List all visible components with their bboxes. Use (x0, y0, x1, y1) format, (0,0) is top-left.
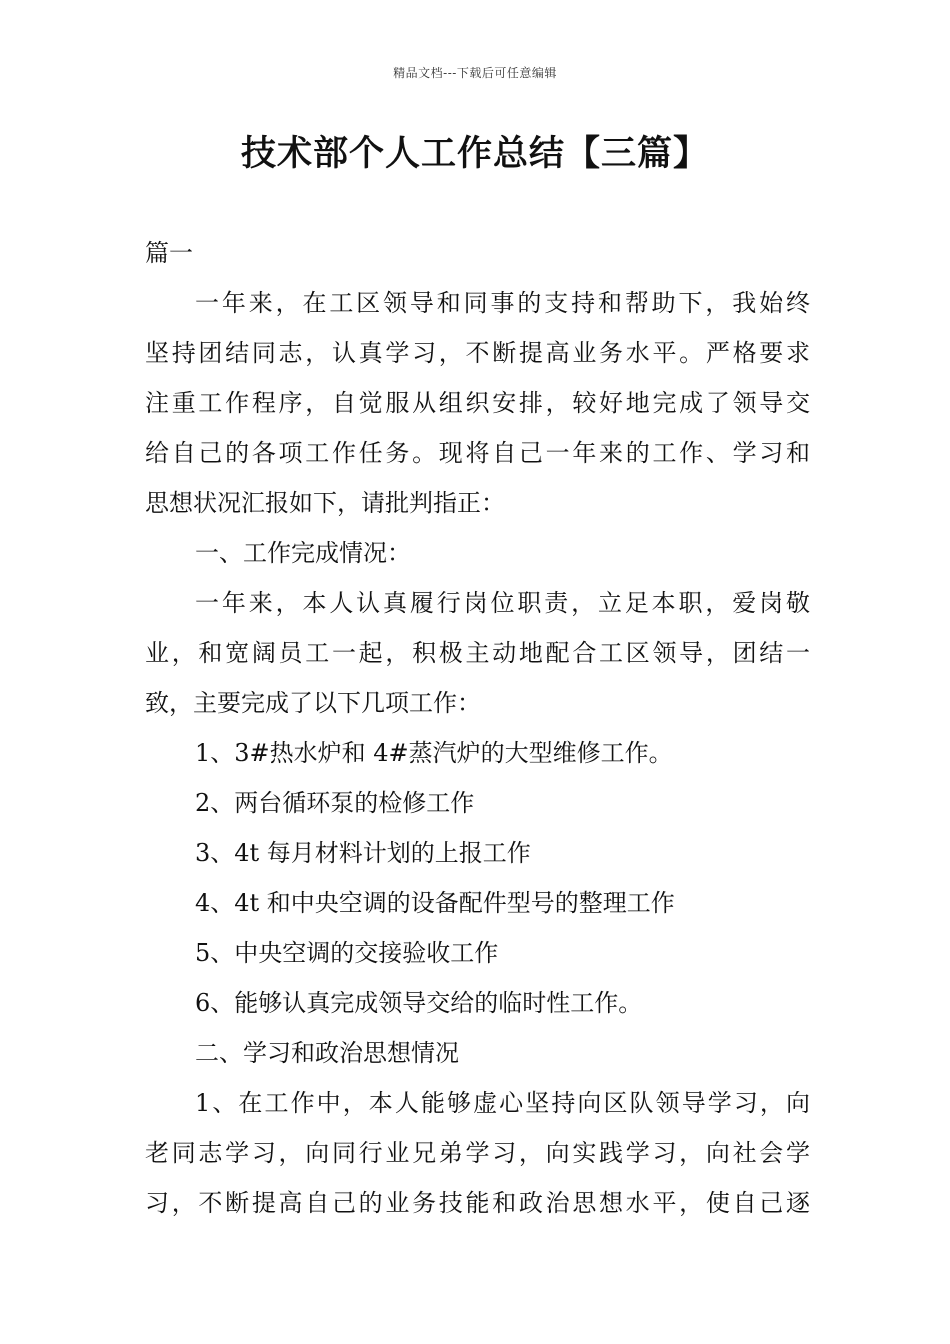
text-line: 1、在工作中，本人能够虚心坚持向区队领导学习，向 (195, 1089, 810, 1117)
document-body (145, 228, 810, 1228)
text-line: 老同志学习，向同行业兄弟学习，向实践学习，向社会学 (145, 1139, 810, 1167)
text-line: 一年来，在工区领导和同事的支持和帮助下，我始终 (195, 289, 810, 317)
text-line: 4、4t 和中央空调的设备配件型号的整理工作 (195, 889, 675, 917)
text-line: 一、工作完成情况： (195, 539, 411, 567)
text-line: 6、能够认真完成领导交给的临时性工作。 (195, 989, 643, 1017)
text-line: 致，主要完成了以下几项工作： (145, 689, 481, 717)
text-line: 思想状况汇报如下，请批判指正： (145, 489, 505, 517)
text-line: 篇一 (145, 239, 193, 267)
text-line: 3、4t 每月材料计划的上报工作 (195, 839, 531, 867)
text-line: 5、中央空调的交接验收工作 (195, 939, 499, 967)
text-line: 2、两台循环泵的检修工作 (195, 789, 475, 817)
text-line: 二、学习和政治思想情况 (195, 1039, 459, 1067)
text-line: 1、3#热水炉和 4#蒸汽炉的大型维修工作。 (195, 739, 673, 767)
header-note: 精品文档---下载后可任意编辑 (393, 66, 557, 80)
text-line: 一年来，本人认真履行岗位职责，立足本职，爱岗敬 (195, 589, 810, 617)
text-line: 给自己的各项工作任务。现将自己一年来的工作、学习和 (145, 439, 810, 467)
text-line: 坚持团结同志，认真学习，不断提高业务水平。严格要求 (145, 339, 810, 367)
document-title: 技术部个人工作总结【三篇】 (240, 134, 709, 174)
text-line: 业，和宽阔员工一起，积极主动地配合工区领导，团结一 (145, 639, 810, 667)
text-line: 习，不断提高自己的业务技能和政治思想水平，使自己逐 (145, 1189, 810, 1217)
text-line: 注重工作程序，自觉服从组织安排，较好地完成了领导交 (145, 389, 810, 417)
